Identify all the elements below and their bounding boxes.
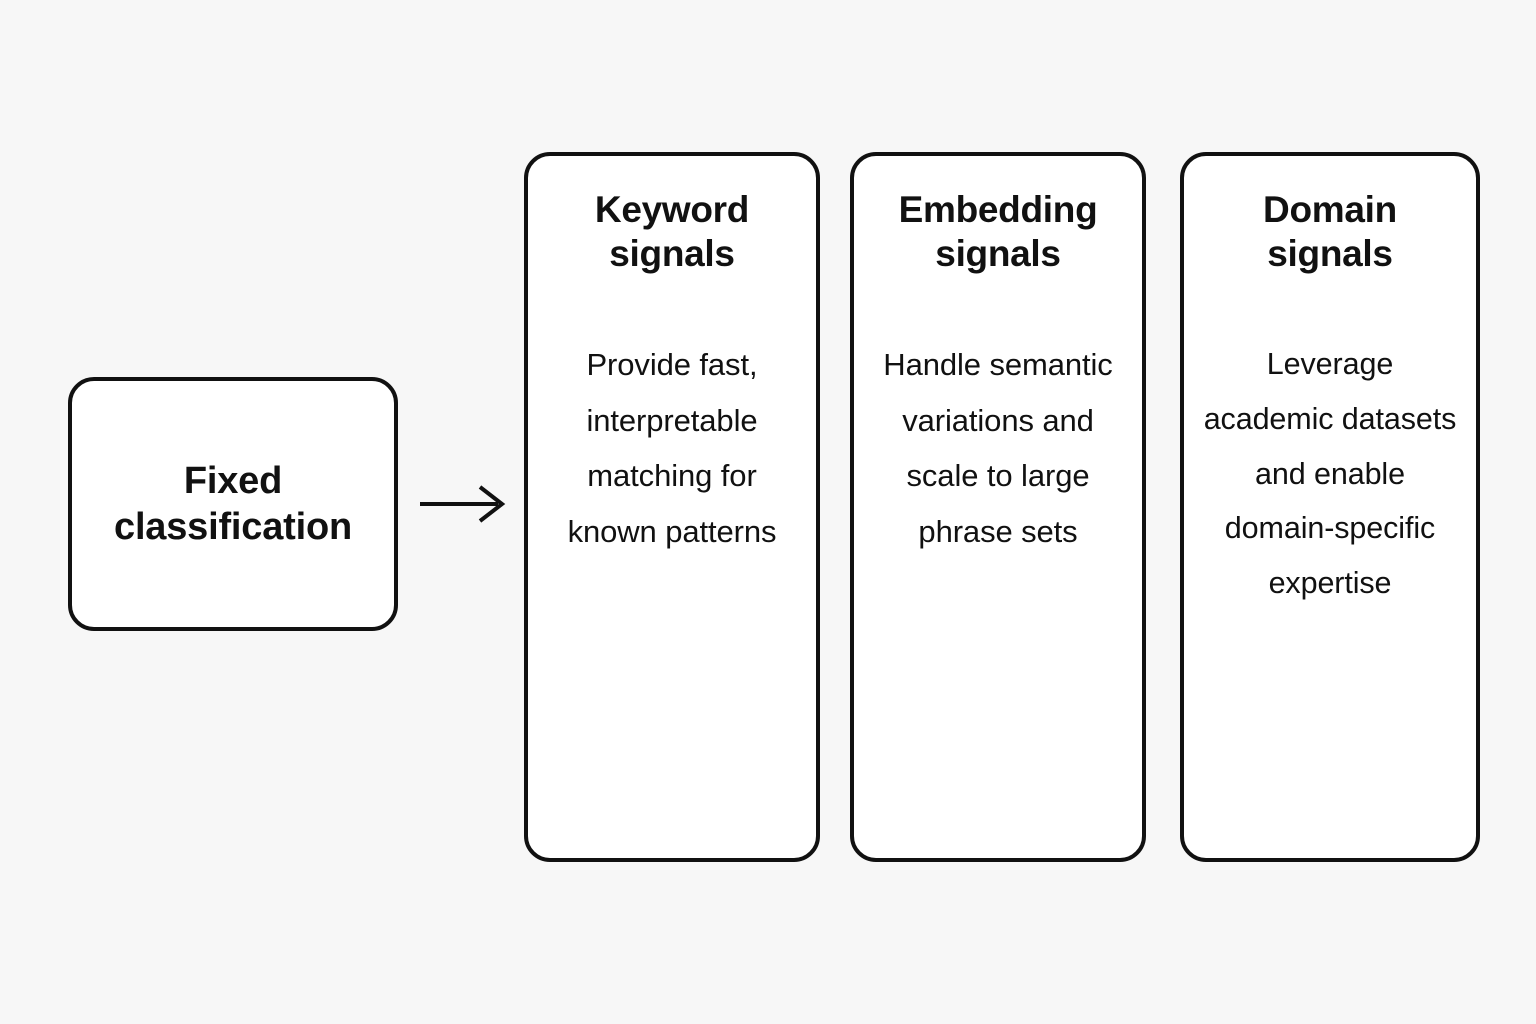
card-embedding-signals-body: Handle semantic variations and scale to large phrase sets [883, 346, 1113, 550]
card-keyword-signals[interactable] [524, 152, 820, 862]
card-domain-signals[interactable] [1180, 152, 1480, 862]
node-fixed-classification[interactable] [68, 377, 398, 631]
card-keyword-signals-body: Provide fast, interpretable matching for known patterns [567, 346, 777, 550]
card-embedding-signals[interactable] [850, 152, 1146, 862]
card-domain-signals-body: Leverage academic datasets and enable domain-specific expertise [1203, 346, 1457, 601]
card-embedding-signals-heading: Embedding signals [898, 189, 1098, 275]
node-fixed-classification-label: Fixed classification [114, 459, 352, 548]
card-keyword-signals-heading: Keyword signals [594, 189, 750, 275]
card-domain-signals-heading: Domain signals [1263, 189, 1397, 275]
arrow-right-icon [418, 480, 518, 528]
